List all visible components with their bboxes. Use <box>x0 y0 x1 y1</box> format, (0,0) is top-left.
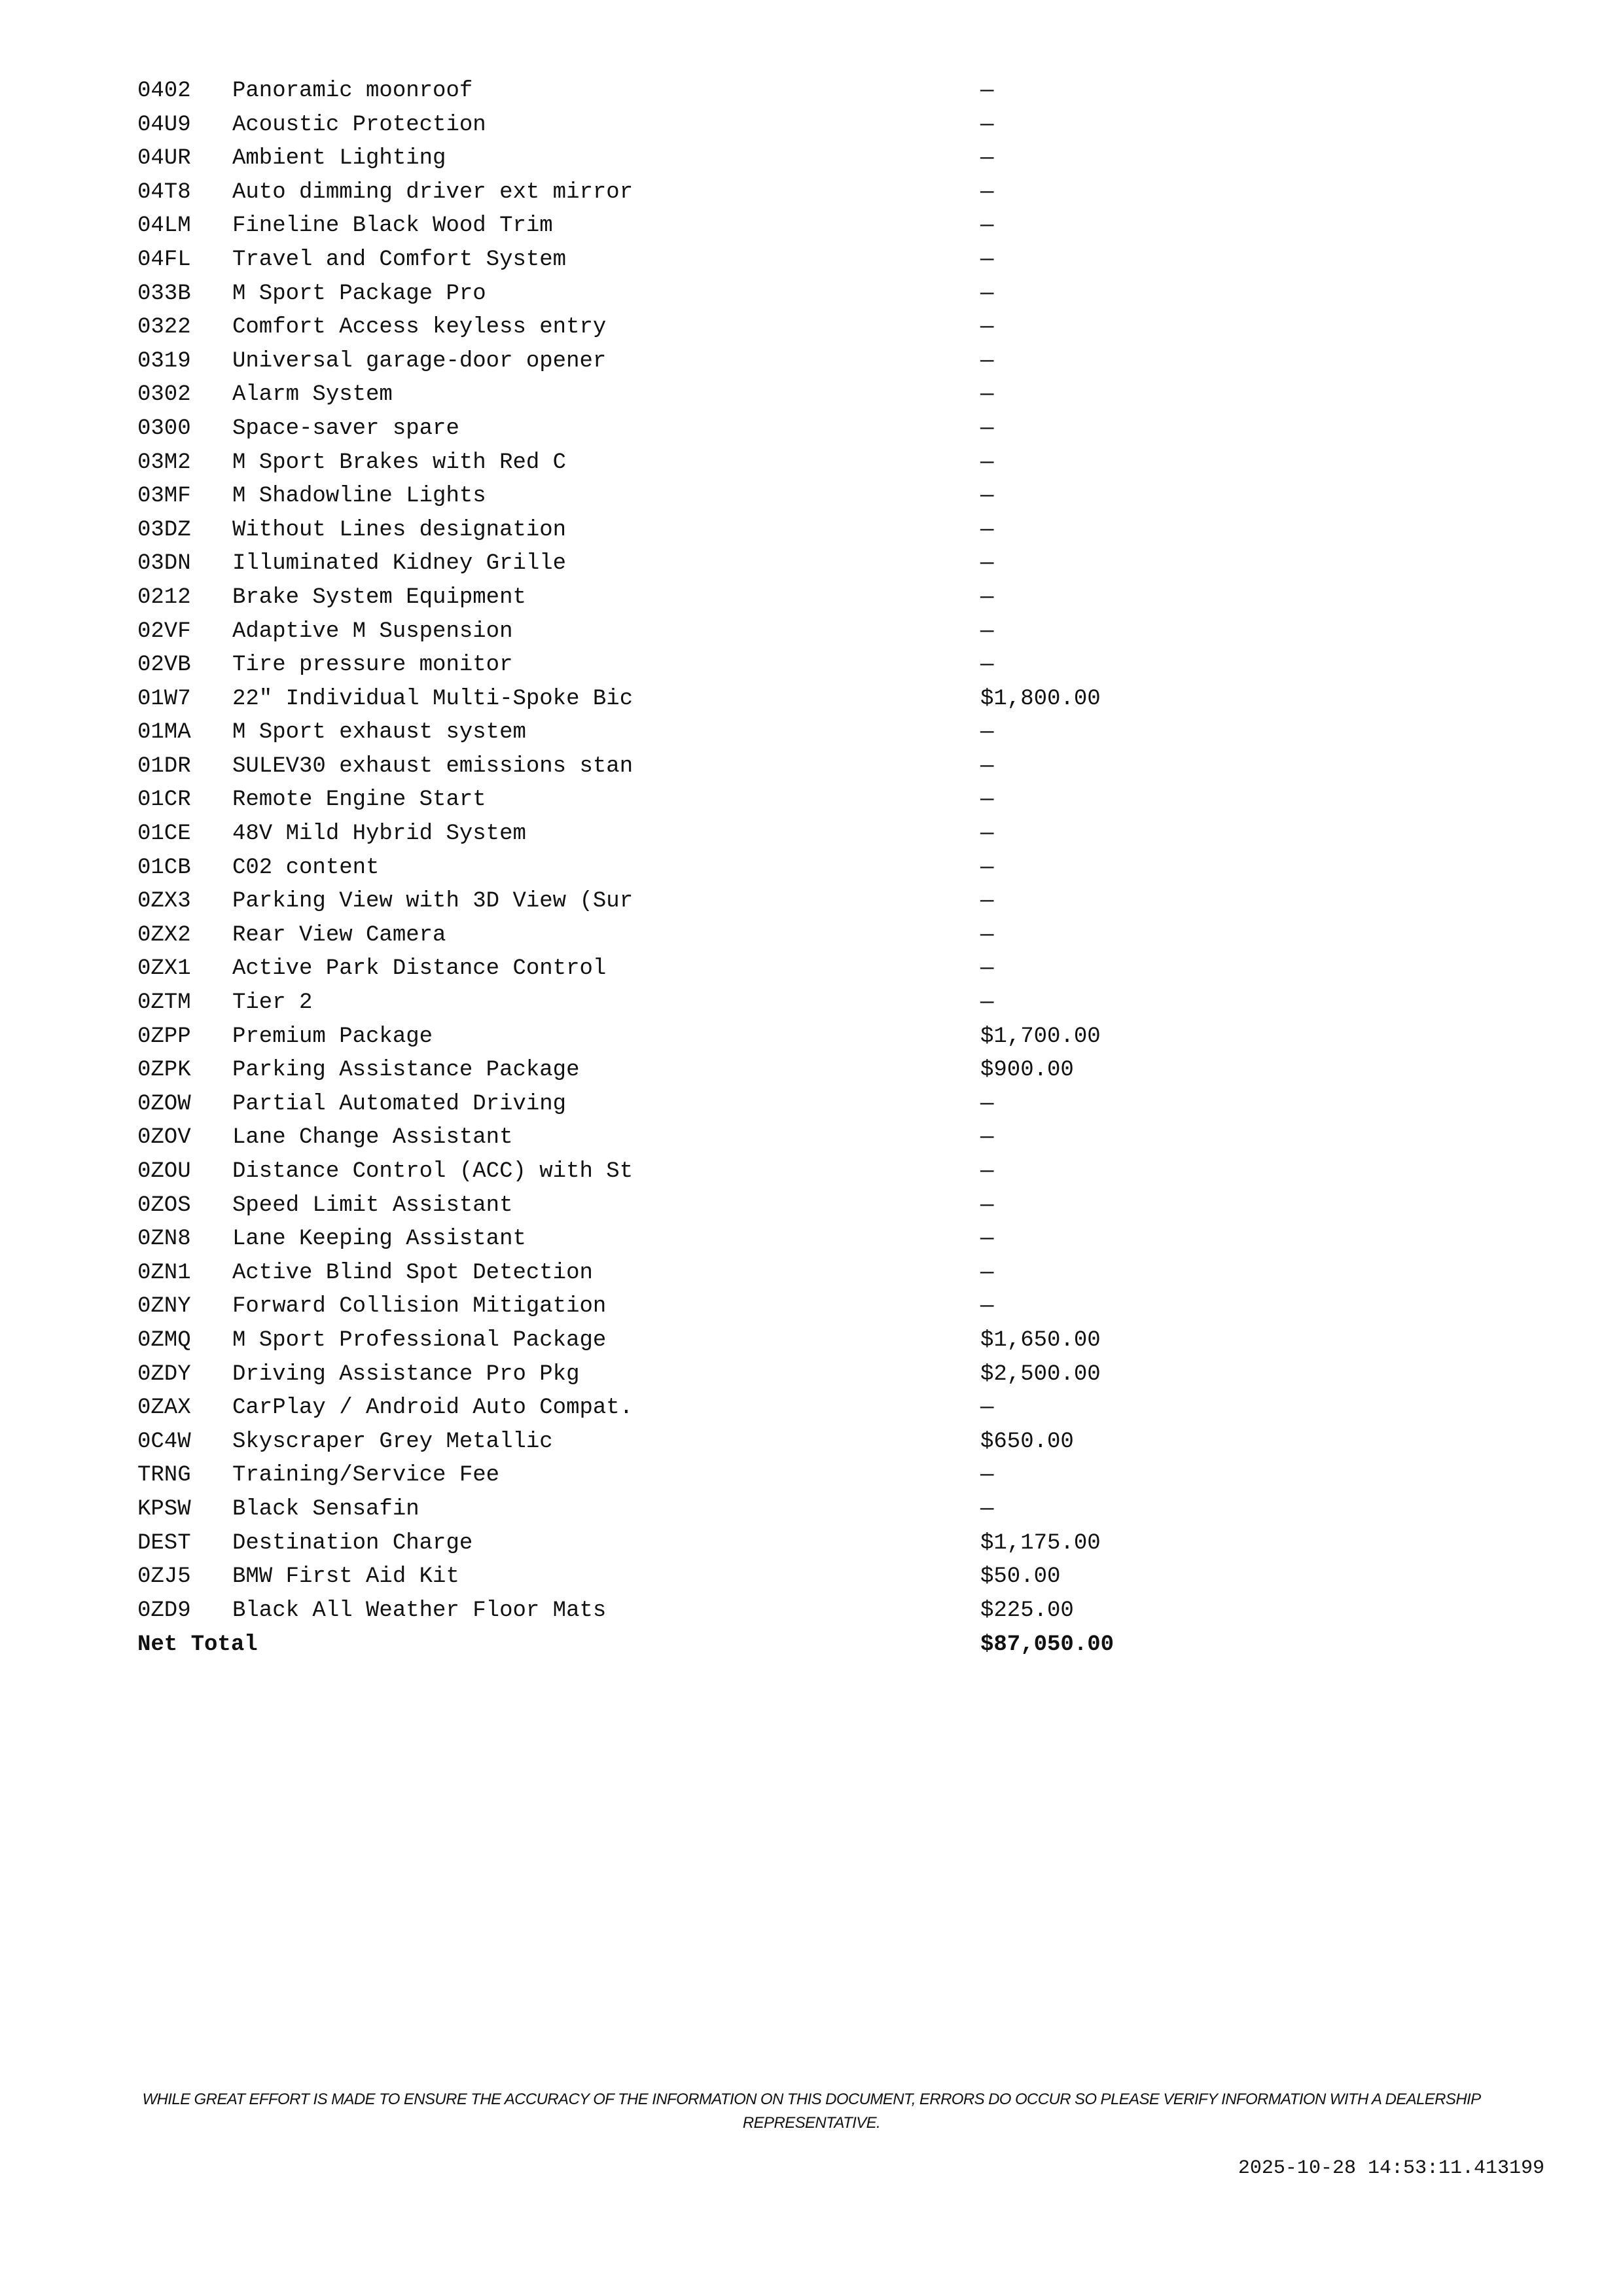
option-price: — <box>980 922 994 948</box>
option-description: Destination Charge <box>232 1530 473 1556</box>
option-code: DEST <box>137 1530 191 1556</box>
option-row <box>137 378 1381 412</box>
option-description: Black All Weather Floor Mats <box>232 1598 607 1623</box>
generated-timestamp: 2025-10-28 14:53:11.413199 <box>1238 2157 1544 2179</box>
option-price: — <box>980 889 994 914</box>
option-row <box>137 1594 1381 1628</box>
option-description: M Sport exhaust system <box>232 720 526 745</box>
option-description: Ambient Lighting <box>232 146 446 171</box>
net-total-value: $87,050.00 <box>980 1632 1115 1657</box>
option-code: 0C4W <box>137 1429 191 1454</box>
option-code: 033B <box>137 281 191 306</box>
option-row <box>137 1426 1381 1460</box>
option-code: 0ZNY <box>137 1294 191 1319</box>
option-description: Parking Assistance Package <box>232 1058 580 1083</box>
option-row <box>137 75 1381 109</box>
option-code: 02VB <box>137 653 191 678</box>
option-row <box>137 1358 1381 1392</box>
option-description: Space-saver spare <box>232 416 459 441</box>
option-row <box>137 1155 1381 1189</box>
option-code: 04UR <box>137 146 191 171</box>
option-description: Driving Assistance Pro Pkg <box>232 1361 580 1387</box>
option-description: Tier 2 <box>232 990 313 1016</box>
option-code: 0ZD9 <box>137 1598 191 1623</box>
option-code: 0ZDY <box>137 1361 191 1387</box>
option-price: — <box>980 450 994 475</box>
option-description: M Sport Professional Package <box>232 1327 607 1353</box>
option-code: 0ZOS <box>137 1193 191 1218</box>
option-row <box>137 1223 1381 1257</box>
option-price: — <box>980 720 994 745</box>
option-price: — <box>980 551 994 577</box>
option-row <box>137 885 1381 919</box>
option-description: SULEV30 exhaust emissions stan <box>232 753 633 779</box>
option-code: 03DZ <box>137 517 191 543</box>
option-code: KPSW <box>137 1496 191 1522</box>
option-code: 0ZPK <box>137 1058 191 1083</box>
option-description: CarPlay / Android Auto Compat. <box>232 1395 633 1421</box>
option-code: 04LM <box>137 213 191 239</box>
option-row <box>137 142 1381 176</box>
option-description: Acoustic Protection <box>232 112 486 137</box>
option-price: $1,175.00 <box>980 1530 1101 1556</box>
option-row <box>137 1459 1381 1493</box>
option-code: 01MA <box>137 720 191 745</box>
option-code: 0ZAX <box>137 1395 191 1421</box>
option-row <box>137 1189 1381 1223</box>
option-price: — <box>980 1260 994 1285</box>
option-code: 01DR <box>137 753 191 779</box>
option-price: — <box>980 956 994 982</box>
option-price: — <box>980 281 994 306</box>
option-description: Universal garage-door opener <box>232 348 607 374</box>
option-row <box>137 1527 1381 1561</box>
option-price: — <box>980 146 994 171</box>
option-description: Auto dimming driver ext mirror <box>232 179 633 205</box>
option-price: — <box>980 382 994 408</box>
option-price: $1,650.00 <box>980 1327 1101 1353</box>
option-code: 0ZOV <box>137 1125 191 1151</box>
option-price: $50.00 <box>980 1564 1061 1590</box>
option-row <box>137 1290 1381 1324</box>
option-price: — <box>980 1294 994 1319</box>
option-price: — <box>980 787 994 813</box>
option-code: 0ZMQ <box>137 1327 191 1353</box>
option-row <box>137 1391 1381 1426</box>
option-code: 0ZOU <box>137 1159 191 1184</box>
option-code: 0ZJ5 <box>137 1564 191 1590</box>
option-code: 01CR <box>137 787 191 813</box>
net-total-label: Net Total <box>137 1632 258 1657</box>
option-row <box>137 243 1381 278</box>
option-row <box>137 1121 1381 1155</box>
option-description: Remote Engine Start <box>232 787 486 813</box>
option-code: 0ZX1 <box>137 956 191 982</box>
option-description: M Sport Brakes with Red C <box>232 450 567 475</box>
option-price: — <box>980 1496 994 1522</box>
option-row <box>137 514 1381 548</box>
option-description: Comfort Access keyless entry <box>232 315 607 340</box>
option-description: Forward Collision Mitigation <box>232 1294 607 1319</box>
option-price: — <box>980 1227 994 1252</box>
option-description: Distance Control (ACC) with St <box>232 1159 633 1184</box>
option-description: Skyscraper Grey Metallic <box>232 1429 553 1454</box>
option-price: — <box>980 247 994 272</box>
option-row <box>137 1560 1381 1594</box>
option-price: — <box>980 990 994 1016</box>
option-row <box>137 345 1381 379</box>
option-code: 01W7 <box>137 686 191 711</box>
option-price: — <box>980 821 994 847</box>
option-price: — <box>980 112 994 137</box>
option-description: Speed Limit Assistant <box>232 1193 513 1218</box>
option-code: 0ZOW <box>137 1091 191 1117</box>
option-row <box>137 716 1381 750</box>
option-row <box>137 852 1381 886</box>
option-row <box>137 311 1381 345</box>
option-description: Parking View with 3D View (Sur <box>232 889 633 914</box>
option-row <box>137 278 1381 312</box>
option-code: 0ZN8 <box>137 1227 191 1252</box>
option-price: $1,800.00 <box>980 686 1101 711</box>
option-code: 0ZN1 <box>137 1260 191 1285</box>
option-price: — <box>980 1463 994 1488</box>
option-description: Illuminated Kidney Grille <box>232 551 567 577</box>
option-description: Lane Change Assistant <box>232 1125 513 1151</box>
option-row <box>137 1324 1381 1358</box>
option-code: 04U9 <box>137 112 191 137</box>
option-row <box>137 952 1381 986</box>
option-code: 0300 <box>137 416 191 441</box>
option-code: TRNG <box>137 1463 191 1488</box>
option-row <box>137 649 1381 683</box>
option-description: M Shadowline Lights <box>232 484 486 509</box>
option-price: — <box>980 1091 994 1117</box>
option-price: — <box>980 855 994 880</box>
option-description: Panoramic moonroof <box>232 79 473 103</box>
option-row <box>137 1054 1381 1088</box>
option-description: Rear View Camera <box>232 922 446 948</box>
option-price: — <box>980 484 994 509</box>
option-code: 0319 <box>137 348 191 374</box>
option-description: M Sport Package Pro <box>232 281 486 306</box>
option-price: — <box>980 315 994 340</box>
option-row <box>137 1257 1381 1291</box>
option-row <box>137 783 1381 817</box>
option-description: Active Blind Spot Detection <box>232 1260 593 1285</box>
option-row <box>137 919 1381 953</box>
option-code: 0ZX3 <box>137 889 191 914</box>
option-row <box>137 1493 1381 1527</box>
option-row <box>137 615 1381 649</box>
option-code: 0212 <box>137 584 191 610</box>
option-price: — <box>980 1125 994 1151</box>
option-code: 04T8 <box>137 179 191 205</box>
option-code: 03MF <box>137 484 191 509</box>
option-row <box>137 1020 1381 1054</box>
option-price: $650.00 <box>980 1429 1074 1454</box>
option-price: $225.00 <box>980 1598 1074 1623</box>
option-price: — <box>980 213 994 239</box>
option-row <box>137 547 1381 581</box>
option-code: 0322 <box>137 315 191 340</box>
net-total-row <box>137 1628 1381 1662</box>
option-code: 03M2 <box>137 450 191 475</box>
option-row <box>137 412 1381 446</box>
option-code: 0ZX2 <box>137 922 191 948</box>
option-code: 04FL <box>137 247 191 272</box>
option-price: — <box>980 753 994 779</box>
option-price: $900.00 <box>980 1058 1074 1083</box>
option-code: 0ZTM <box>137 990 191 1016</box>
option-description: Black Sensafin <box>232 1496 419 1522</box>
option-row <box>137 176 1381 210</box>
option-description: Partial Automated Driving <box>232 1091 567 1117</box>
option-row <box>137 817 1381 852</box>
option-code: 03DN <box>137 551 191 577</box>
option-description: Active Park Distance Control <box>232 956 607 982</box>
option-row <box>137 109 1381 143</box>
option-description: 48V Mild Hybrid System <box>232 821 526 847</box>
option-description: Brake System Equipment <box>232 584 526 610</box>
option-description: C02 content <box>232 855 380 880</box>
option-row <box>137 986 1381 1020</box>
options-list <box>137 75 1381 1628</box>
option-description: Alarm System <box>232 382 393 408</box>
option-price: — <box>980 517 994 543</box>
option-description: Adaptive M Suspension <box>232 619 513 644</box>
option-description: Premium Package <box>232 1024 433 1049</box>
option-code: 0ZPP <box>137 1024 191 1049</box>
disclaimer-text: WHILE GREAT EFFORT IS MADE TO ENSURE THE ACCURACY OF THE INFORMATION ON THIS DOCUMENT, ERRORS DO OCCUR SO PLEASE VERIFY INFORMATION WITH A DEALERSHIP REPRESENTATIVE. <box>142 2090 1481 2132</box>
option-row <box>137 446 1381 480</box>
option-price: — <box>980 79 994 103</box>
option-price: $1,700.00 <box>980 1024 1101 1049</box>
option-price: — <box>980 416 994 441</box>
option-price: — <box>980 1193 994 1218</box>
option-price: — <box>980 348 994 374</box>
option-description: Lane Keeping Assistant <box>232 1227 526 1252</box>
option-description: Tire pressure monitor <box>232 653 513 678</box>
option-price: — <box>980 584 994 610</box>
option-row <box>137 480 1381 514</box>
option-description: Fineline Black Wood Trim <box>232 213 553 239</box>
option-price: $2,500.00 <box>980 1361 1101 1387</box>
option-price: — <box>980 619 994 644</box>
option-row <box>137 209 1381 243</box>
option-description: Travel and Comfort System <box>232 247 567 272</box>
option-description: BMW First Aid Kit <box>232 1564 459 1590</box>
option-row <box>137 1088 1381 1122</box>
option-description: Training/Service Fee <box>232 1463 500 1488</box>
option-price: — <box>980 1395 994 1421</box>
option-row <box>137 683 1381 717</box>
option-price: — <box>980 179 994 205</box>
option-price: — <box>980 653 994 678</box>
option-code: 01CB <box>137 855 191 880</box>
option-code: 01CE <box>137 821 191 847</box>
option-description: Without Lines designation <box>232 517 567 543</box>
option-code: 0402 <box>137 79 191 103</box>
option-code: 02VF <box>137 619 191 644</box>
option-description: 22" Individual Multi-Spoke Bic <box>232 686 633 711</box>
option-row <box>137 581 1381 615</box>
option-code: 0302 <box>137 382 191 408</box>
option-row <box>137 750 1381 784</box>
option-price: — <box>980 1159 994 1184</box>
